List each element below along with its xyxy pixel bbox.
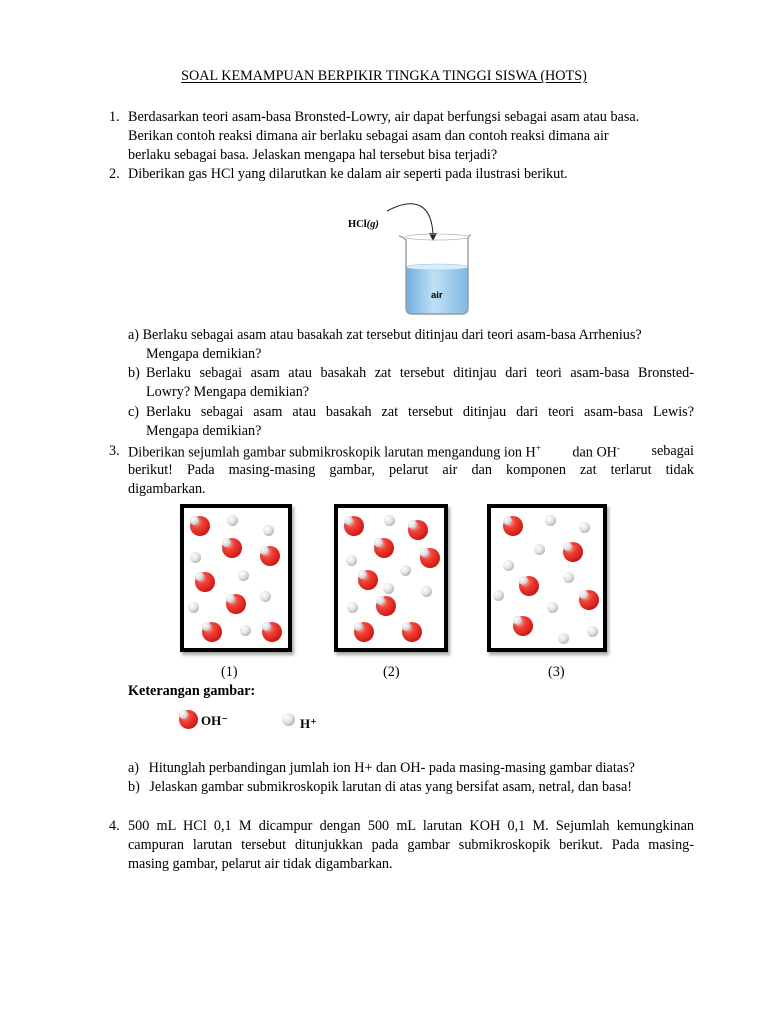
question-2-part-b (128, 365, 694, 382)
q3-text-a-main: Diberikan sejumlah gambar submikroskopik larutan mengandung ion H (128, 444, 536, 461)
gas-state: (g) (366, 219, 379, 230)
h-ion (263, 525, 274, 536)
gas-formula: HCl (348, 219, 367, 230)
question-4-line (128, 818, 694, 835)
h-ion (384, 515, 395, 526)
question-1-line: berlaku sebagai basa. Jelaskan mengapa hal tersebut bisa terjadi? (128, 147, 498, 163)
h-ion (558, 633, 569, 644)
q3-text-c: sebagai (651, 443, 694, 459)
oh-ion (519, 576, 539, 596)
question-2-part-a-cont: Mengapa demikian? (146, 346, 262, 362)
legend-h-icon (282, 713, 295, 726)
water-surface (406, 264, 468, 270)
h-ion (421, 586, 432, 597)
figure-label-2: (2) (383, 664, 400, 680)
h-ion (493, 590, 504, 601)
question-3-line (128, 462, 694, 479)
oh-ion (354, 622, 374, 642)
part-text: Hitunglah perbandingan jumlah ion H+ dan OH- pada masing-masing gambar diatas? (148, 760, 635, 776)
h-ion (346, 555, 357, 566)
question-1-line: Berikan contoh reaksi dimana air berlaku sebagai asam dan contoh reaksi dimana air (128, 128, 609, 144)
oh-ion (226, 594, 246, 614)
page-title: SOAL KEMAMPUAN BERPIKIR TINGKA TINGGI SISWA (HOTS) (181, 68, 587, 84)
oh-ion (358, 570, 378, 590)
h-ion (545, 515, 556, 526)
question-3-number: 3. (109, 443, 120, 459)
h-ion (547, 602, 558, 613)
oh-ion (420, 548, 440, 568)
oh-ion (222, 538, 242, 558)
q3-text-b (572, 443, 620, 462)
h-ion (240, 625, 251, 636)
question-3-part-b (128, 779, 632, 796)
figure-label-1: (1) (221, 664, 238, 680)
h-ion (563, 572, 574, 583)
oh-ion (202, 622, 222, 642)
beaker-rim (405, 234, 469, 240)
question-1-number: 1. (109, 109, 120, 125)
h-ion (579, 522, 590, 533)
question-4-number: 4. (109, 818, 120, 834)
plus-superscript: + (535, 443, 541, 453)
part-label: a) (128, 327, 140, 343)
part-text: Jelaskan gambar submikroskopik larutan di atas yang bersifat asam, netral, dan basa! (149, 779, 632, 795)
h-ion (260, 591, 271, 602)
q4-line-1: 500 mL HCl 0,1 M dicampur dengan 500 mL larutan KOH 0,1 M. Sejumlah kemungkinan (128, 818, 694, 834)
oh-ion (262, 622, 282, 642)
oh-ion (503, 516, 523, 536)
h-ion (383, 583, 394, 594)
q3-text-a (128, 443, 541, 462)
h-ion (503, 560, 514, 571)
question-3-line (128, 443, 694, 462)
h-ion (400, 565, 411, 576)
question-3-line: digambarkan. (128, 481, 206, 497)
minus-superscript: - (616, 443, 620, 453)
question-4-line (128, 837, 694, 854)
oh-ion (344, 516, 364, 536)
part-text: Berlaku sebagai asam atau basakah zat tersebut ditinjau dari teori asam-basa Bronsted- (146, 365, 694, 381)
oh-ion (190, 516, 210, 536)
legend-oh-label: OH⁻ (201, 713, 229, 728)
question-1-line: Berdasarkan teori asam-basa Bronsted-Lowry, air dapat berfungsi sebagai asam atau basa. (128, 109, 640, 125)
oh-ion (376, 596, 396, 616)
question-2-text: Diberikan gas HCl yang dilarutkan ke dalam air seperti pada ilustrasi berikut. (128, 166, 568, 182)
submicroscopic-figure-2 (334, 504, 448, 652)
oh-ion (513, 616, 533, 636)
question-2-part-a (128, 327, 642, 344)
question-3-part-a (128, 760, 635, 777)
gas-label (348, 219, 379, 230)
oh-ion (195, 572, 215, 592)
legend-h-label: H⁺ (300, 716, 317, 731)
legend-oh-icon (179, 710, 198, 729)
q4-line-2: campuran larutan tersebut ditunjukkan pada gambar submikroskopik berikut. Pada masing- (128, 837, 694, 853)
beaker-illustration (385, 200, 485, 320)
oh-ion (563, 542, 583, 562)
oh-ion (260, 546, 280, 566)
figure-label-3: (3) (548, 664, 565, 680)
part-label: b) (128, 779, 140, 795)
oh-ion (374, 538, 394, 558)
part-text: Berlaku sebagai asam atau basakah zat tersebut ditinjau dari teori asam-basa Lewis? (146, 404, 694, 420)
h-ion (347, 602, 358, 613)
h-ion (190, 552, 201, 563)
part-label: b) (128, 365, 140, 381)
legend-title: Keterangan gambar: (128, 683, 256, 699)
h-ion (587, 626, 598, 637)
part-text: Berlaku sebagai asam atau basakah zat tersebut ditinjau dari teori asam-basa Arrhenius? (142, 327, 642, 343)
arrow (387, 204, 433, 238)
part-label: a) (128, 760, 140, 776)
q3-text-b-main: dan OH (572, 444, 617, 461)
q3-line-2: berikut! Pada masing-masing gambar, pelarut air dan komponen zat terlarut tidak (128, 462, 694, 478)
oh-ion (402, 622, 422, 642)
submicroscopic-figure-1 (180, 504, 292, 652)
h-ion (534, 544, 545, 555)
part-label: c) (128, 404, 140, 420)
h-ion (188, 602, 199, 613)
submicroscopic-figure-3 (487, 504, 607, 652)
oh-ion (579, 590, 599, 610)
question-4-line: masing gambar, pelarut air tidak digambarkan. (128, 856, 393, 872)
question-2-part-b-cont: Lowry? Mengapa demikian? (146, 384, 310, 400)
question-2-part-c-cont: Mengapa demikian? (146, 423, 262, 439)
h-ion (238, 570, 249, 581)
h-ion (227, 515, 238, 526)
question-2-number: 2. (109, 166, 120, 182)
oh-ion (408, 520, 428, 540)
question-2-part-c (128, 404, 694, 421)
liquid-label: air (431, 290, 443, 301)
